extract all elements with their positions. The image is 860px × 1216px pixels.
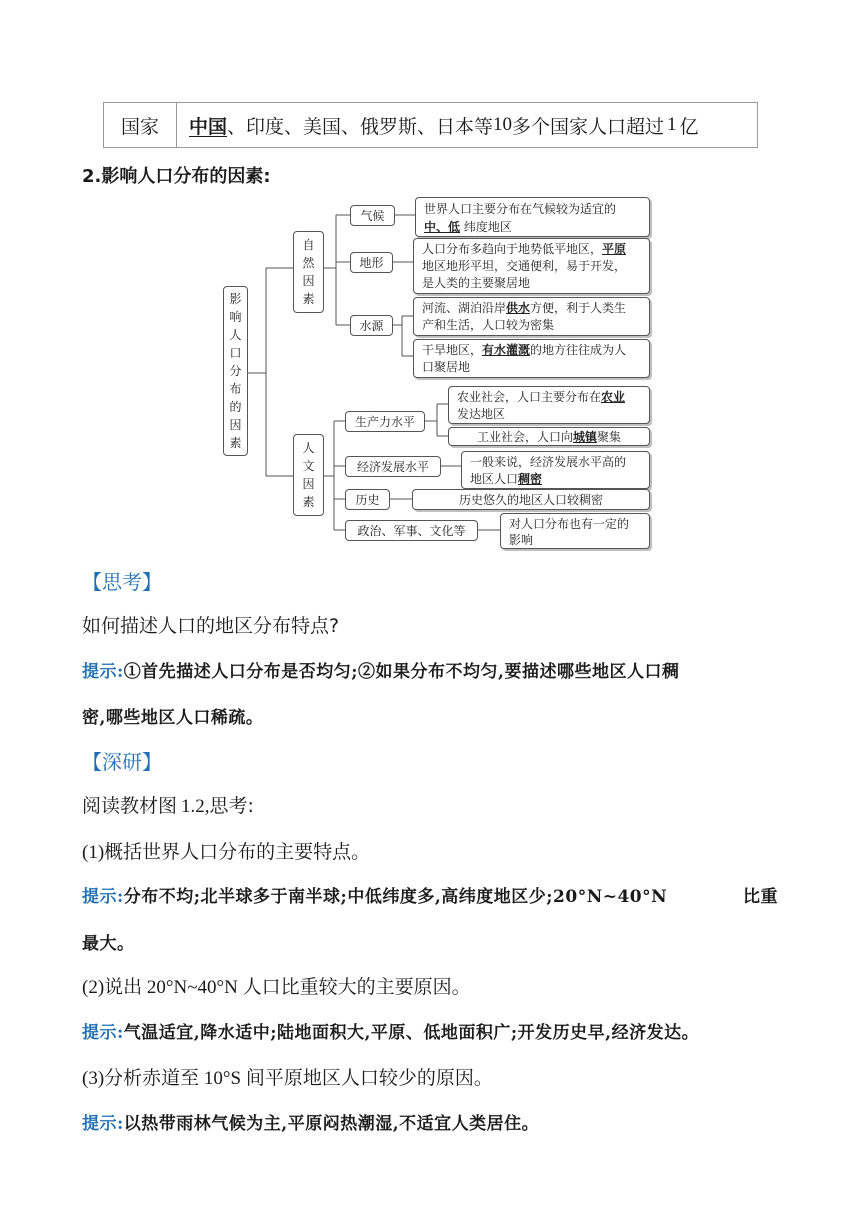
question-1	[82, 837, 370, 864]
root-char: 因	[229, 418, 242, 432]
answer-3	[82, 1109, 539, 1134]
natural-factors	[293, 231, 324, 313]
china-keyword: 中国	[189, 115, 228, 138]
hint-label: 提示:	[82, 1114, 124, 1134]
intro-text: 阅读教材图	[82, 795, 178, 817]
climate-desc	[415, 197, 650, 237]
hint-label: 提示:	[82, 662, 124, 682]
water-desc-text: 干旱地区，	[422, 343, 483, 357]
hint-text: ①首先描述人口分布是否均匀;②如果分布不均匀,要描述哪些地区人口稠	[123, 662, 680, 682]
count-number: 10	[493, 114, 513, 135]
water-desc-text: 河流、湖泊沿岸	[422, 301, 507, 315]
politics-desc-text: 影响	[509, 533, 534, 547]
climate-desc-rest: 纬度地区	[463, 220, 512, 234]
water-keyword: 供水	[506, 301, 531, 315]
latitude-range: 20°N~40°N	[553, 887, 668, 907]
intro-text: 思考:	[209, 795, 254, 817]
water-desc-a	[413, 297, 650, 336]
latitude-range: 20°N~40°N	[142, 977, 243, 998]
natural-char: 然	[302, 256, 315, 270]
answer-text: 以热带雨林气候为主,平原闷热潮湿,不适宜人类居住。	[123, 1114, 540, 1134]
terrain-desc-line: 是人类的主要聚居地	[422, 276, 531, 290]
question-number: (1)	[82, 842, 105, 863]
terrain-label: 地形	[350, 252, 393, 273]
research-heading: 【深研】	[82, 750, 162, 774]
productivity-desc-a	[448, 386, 650, 424]
productivity-desc-text: 工业社会，人口向	[476, 430, 573, 444]
root-char: 布	[229, 382, 242, 396]
productivity-desc-b	[448, 427, 650, 446]
economy-desc-text: 一般来说，经济发展水平高的	[470, 455, 627, 469]
dense-keyword: 稠密	[518, 472, 543, 486]
countries-text-2: 多个国家人口超过	[512, 115, 665, 138]
water-desc-text: 方便，利于人类生	[530, 301, 627, 315]
history-label: 历史	[345, 489, 390, 510]
question-number: (3)	[82, 1068, 105, 1089]
terrain-keyword: 平原	[602, 242, 627, 256]
think-hint-line2: 密,哪些地区人口稀疏。	[82, 708, 264, 728]
terrain-desc-line: 地区地形平坦，交通便利，易于开发，	[422, 259, 627, 273]
human-char: 人	[302, 441, 315, 455]
root-char: 口	[229, 346, 242, 360]
economy-label: 经济发展水平	[345, 456, 441, 477]
root-char: 分	[229, 364, 242, 378]
threshold-number: 1	[667, 114, 677, 135]
hint-label: 提示:	[82, 887, 124, 907]
climate-label: 气候	[350, 205, 395, 226]
research-intro	[82, 791, 254, 818]
factor-diagram	[0, 0, 860, 560]
hint-label: 提示:	[82, 1023, 124, 1043]
question-text: 概括世界人口分布的主要特点。	[104, 841, 371, 863]
agriculture-keyword: 农业	[601, 390, 626, 404]
think-heading: 【思考】	[82, 570, 162, 594]
root-char: 素	[229, 436, 242, 450]
history-desc: 历史悠久的地区人口较稠密	[412, 489, 650, 510]
latitude-value: 10°S	[199, 1068, 246, 1089]
question-number: (2)	[82, 977, 105, 998]
terrain-desc	[413, 238, 650, 294]
climate-desc-line: 世界人口主要分布在气候较为适宜的	[424, 202, 617, 216]
climate-keyword: 中、低	[424, 220, 461, 234]
root-char: 响	[229, 310, 242, 324]
answer-1-line2: 最大。	[82, 934, 135, 954]
water-label: 水源	[350, 315, 393, 336]
productivity-label: 生产力水平	[345, 411, 425, 432]
think-question: 如何描述人口的地区分布特点?	[82, 615, 340, 637]
question-text: 说出	[104, 976, 143, 998]
water-desc-b	[413, 339, 650, 378]
table-header-country: 国家	[104, 103, 177, 147]
question-3	[82, 1063, 493, 1090]
productivity-desc-text: 发达地区	[457, 407, 506, 421]
answer-2	[82, 1018, 699, 1043]
question-text: 间平原地区人口较少的原因。	[245, 1067, 493, 1089]
figure-number: 1.2,	[181, 796, 210, 817]
natural-char: 因	[302, 274, 315, 288]
question-2	[82, 972, 471, 999]
diagram-root	[223, 286, 248, 456]
economy-desc-text: 地区人口	[470, 472, 519, 486]
productivity-desc-text: 聚集	[597, 430, 622, 444]
productivity-desc-text: 农业社会，人口主要分布在	[457, 390, 602, 404]
answer-text: 分布不均;北半球多于南半球;中低纬度多,高纬度地区少;	[123, 887, 554, 907]
unit-text: 亿	[679, 115, 699, 138]
water-desc-text: 口聚居地	[422, 360, 471, 374]
politics-desc-text: 对人口分布也有一定的	[509, 517, 630, 531]
think-hint-line1	[82, 657, 679, 682]
politics-desc	[500, 513, 650, 549]
section-title: 2.影响人口分布的因素:	[82, 166, 271, 187]
question-text: 分析赤道至	[104, 1067, 200, 1089]
politics-label: 政治、军事、文化等	[345, 520, 478, 541]
answer-text: 比重	[743, 887, 778, 907]
countries-text: 、印度、美国、俄罗斯、日本等	[227, 115, 494, 138]
natural-char: 素	[302, 292, 315, 306]
root-char: 影	[229, 292, 242, 306]
water-desc-text: 的地方往往成为人	[530, 343, 627, 357]
town-keyword: 城镇	[572, 430, 597, 444]
water-desc-text: 产和生活，人口较为密集	[422, 318, 555, 332]
human-char: 因	[302, 477, 315, 491]
natural-char: 自	[302, 238, 315, 252]
root-char: 的	[229, 400, 242, 414]
irrigation-keyword: 有水灌溉	[482, 343, 531, 357]
human-char: 文	[302, 459, 315, 473]
human-char: 素	[302, 495, 315, 509]
human-factors	[293, 434, 324, 516]
answer-text: 气温适宜,降水适中;陆地面积大,平原、低地面积广;开发历史早,经济发达。	[123, 1023, 700, 1043]
question-text: 人口比重较大的主要原因。	[242, 976, 471, 998]
economy-desc	[461, 451, 650, 489]
terrain-desc-line: 人口分布多趋向于地势低平地区，	[422, 242, 603, 256]
root-char: 人	[229, 328, 242, 342]
answer-1-line1	[82, 882, 778, 907]
